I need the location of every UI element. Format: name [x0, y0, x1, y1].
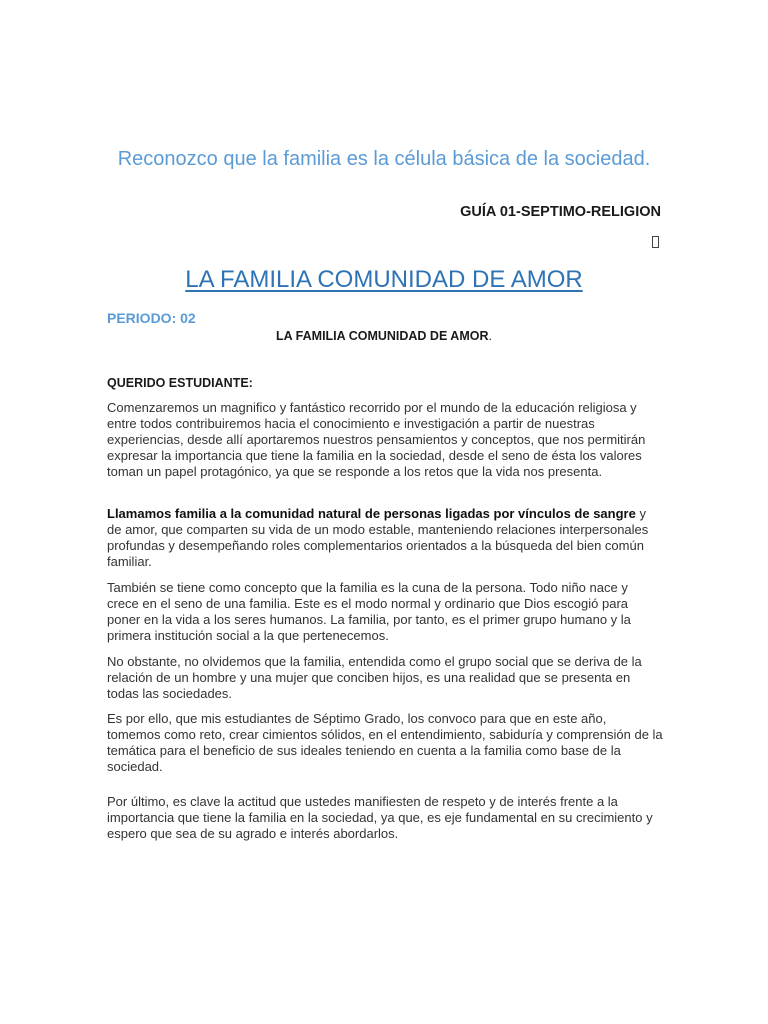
section-heading	[0, 329, 768, 343]
page-subtitle: Reconozco que la familia es la célula básica de la sociedad.	[117, 148, 651, 170]
paragraph-closing: Por último, es clave la actitud que ustedes manifiesten de respeto y de interés frente a la importancia que tiene la familia en la sociedad, ya que, es eje fundamental en su crecimiento y espero que sea de su agrado e interés abordarlos.	[107, 794, 653, 841]
definition-text: y de amor, que comparten su vida de un modo estable, manteniendo relaciones interpersonales profundas y desempeñando roles complementarios orientados a la búsqueda del bien común familiar.	[107, 506, 649, 569]
missing-glyph-box-icon	[652, 236, 659, 248]
definition-bold-text: Llamamos familia a la comunidad natural de personas ligadas por vínculos de sangre	[107, 506, 636, 521]
guide-label: GUÍA 01-SEPTIMO-RELIGION	[460, 204, 661, 220]
section-heading-text: LA FAMILIA COMUNIDAD DE AMOR	[276, 329, 489, 343]
period-label: PERIODO: 02	[107, 310, 196, 326]
paragraph-definition	[107, 506, 663, 570]
paragraph-intro: Comenzaremos un magnifico y fantástico recorrido por el mundo de la educación religiosa y entre todos contribuiremos hacia el conocimiento e investigación a partir de nuestras experiencias, desde allí aportaremos nuestros pensamientos y conceptos, que nos permitirán expresar la importancia que tiene la familia en la sociedad, desde el seno de ésta los valores toman un papel protagónico, ya que se responde a los retos que la vida nos presenta.	[107, 400, 646, 479]
document-title: LA FAMILIA COMUNIDAD DE AMOR	[185, 266, 583, 293]
paragraph-cradle: También se tiene como concepto que la familia es la cuna de la persona. Todo niño nace y crece en el seno de una familia. Este es el modo normal y ordinario que Dios escogió para poner en la vida a los seres humanos. La familia, por tanto, es el primer grupo humano y la primera institución social a la que pertenecemos.	[107, 580, 631, 643]
paragraph-challenge: Es por ello, que mis estudiantes de Séptimo Grado, los convoco para que en este año, tomemos como reto, crear cimientos sólidos, en el entendimiento, sabiduría y comprensión de la temática para el beneficio de sus ideales teniendo en cuenta a la familia como base de la sociedad.	[107, 711, 663, 774]
paragraph-society: No obstante, no olvidemos que la familia, entendida como el grupo social que se deriva de la relación de un hombre y una mujer que conciben hijos, es una realidad que se presenta en todas las sociedades.	[107, 654, 642, 701]
section-heading-period: .	[488, 329, 492, 343]
salutation: QUERIDO ESTUDIANTE:	[107, 376, 253, 390]
